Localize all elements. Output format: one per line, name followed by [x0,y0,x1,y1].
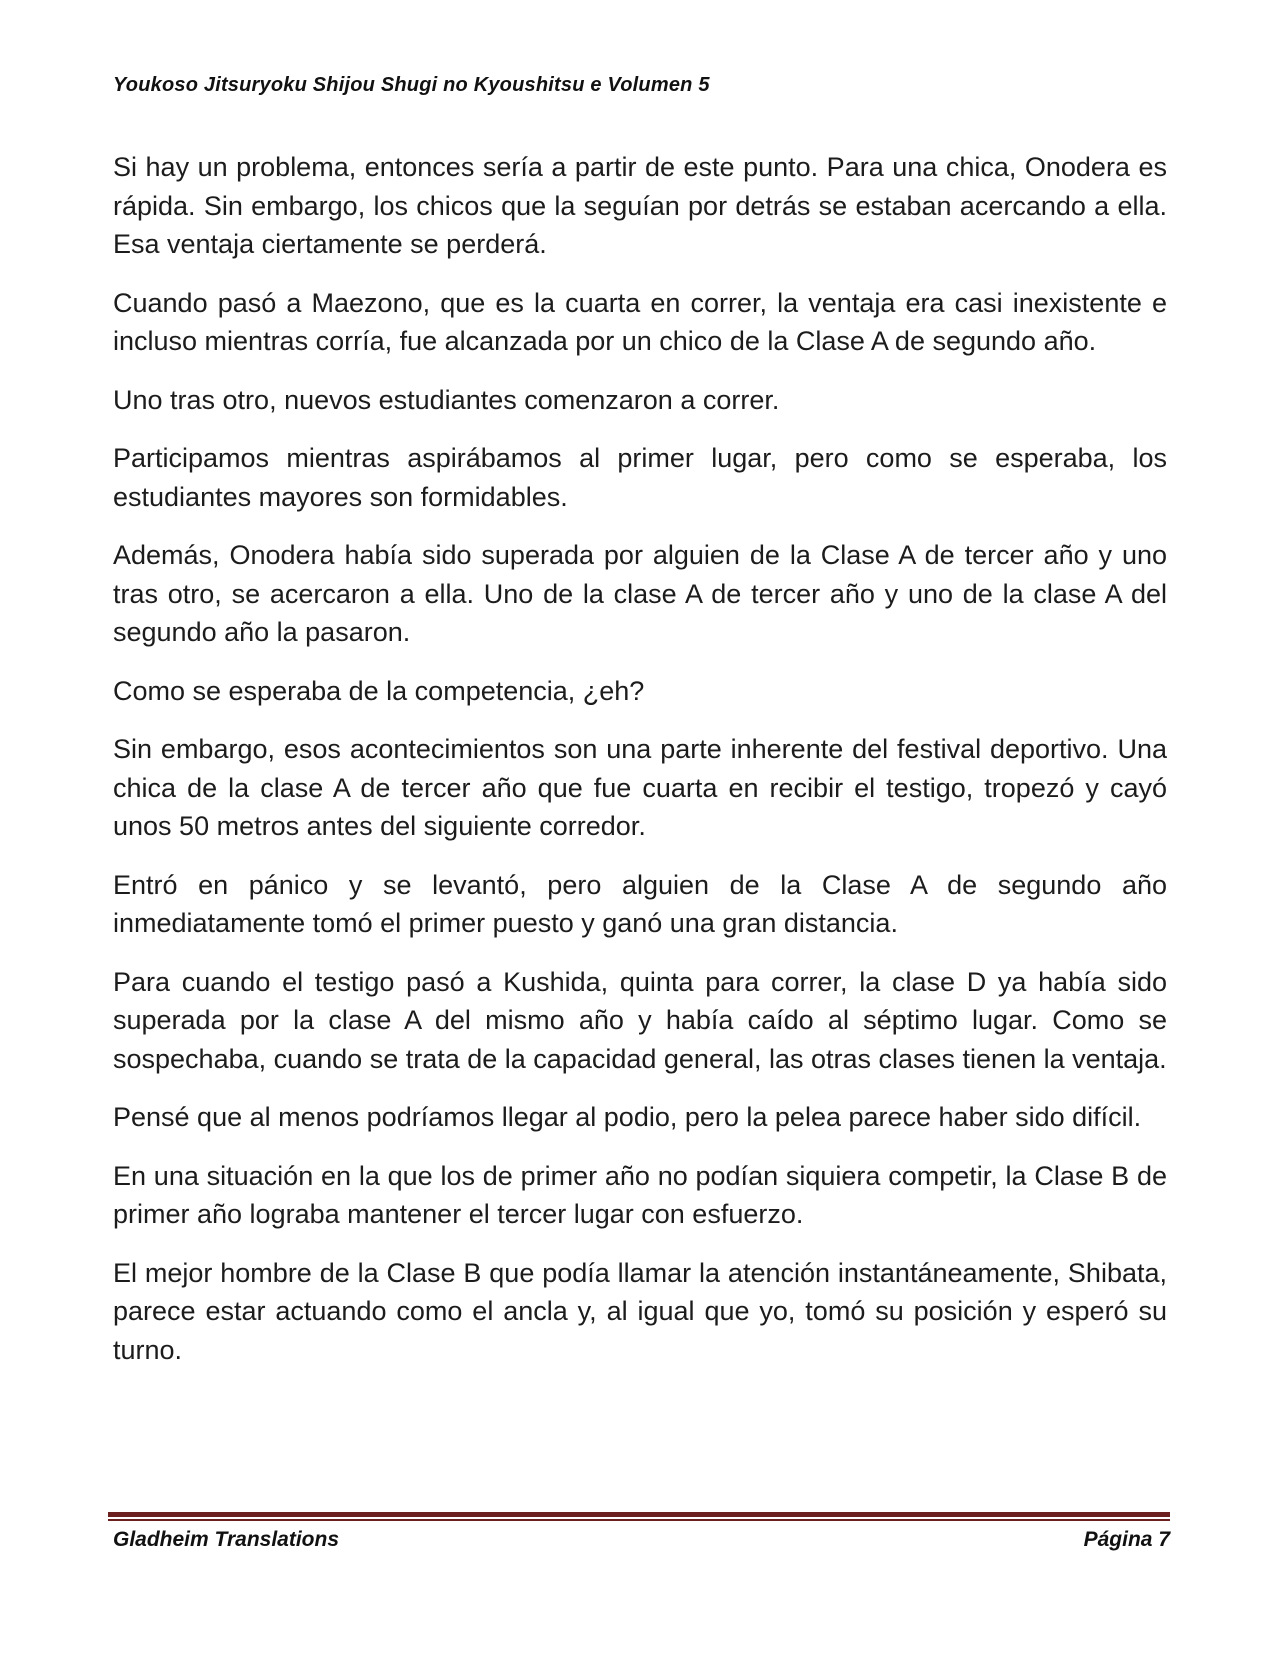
footer-publisher: Gladheim Translations [113,1528,340,1551]
paragraph: Sin embargo, esos acontecimientos son una parte inherente del festival deportivo. Una chica de la clase A de tercer año que fue cuarta en recibir el testigo, tropezó y cayó unos 50 metros antes del siguiente corredor. [113,734,1167,841]
paragraph: Para cuando el testigo pasó a Kushida, quinta para correr, la clase D ya había sido superada por la clase A del mismo año y había caído al séptimo lugar. Como se sospechaba, cuando se trata de la capacidad general, las otras clases tienen la ventaja. [113,966,1167,1074]
paragraph: Participamos mientras aspirábamos al primer lugar, pero como se esperaba, los estudiantes mayores son formidables. [113,443,1167,512]
paragraph: Como se esperaba de la competencia, ¿eh? [113,675,645,706]
paragraph: Si hay un problema, entonces sería a partir de este punto. Para una chica, Onodera es rápida. Sin embargo, los chicos que la seguían por detrás se estaban acercando a ella. Esa ventaja ciertamente se perderá. [113,152,1167,259]
footer-page-number: Página 7 [1083,1528,1170,1551]
footer-divider-thick [108,1512,1170,1517]
paragraph: El mejor hombre de la Clase B que podía llamar la atención instantáneamente, Shibata, parece estar actuando como el ancla y, al igual que yo, tomó su posición y esperó su turno. [113,1257,1167,1365]
paragraph: Además, Onodera había sido superada por alguien de la Clase A de tercer año y uno tras otro, se acercaron a ella. Uno de la clase A de tercer año y uno de la clase A del segundo año la pasaron. [113,540,1167,647]
paragraph: Entró en pánico y se levantó, pero alguien de la Clase A de segundo año inmediatamente tomó el primer puesto y ganó una gran distancia. [113,869,1167,938]
paragraph: En una situación en la que los de primer año no podían siquiera competir, la Clase B de primer año lograba mantener el tercer lugar con esfuerzo. [113,1160,1167,1229]
document-body [113,148,1167,1389]
paragraph: Cuando pasó a Maezono, que es la cuarta en correr, la ventaja era casi inexistente e incluso mientras corría, fue alcanzada por un chico de la Clase A de segundo año. [113,287,1167,356]
paragraph: Uno tras otro, nuevos estudiantes comenzaron a correr. [113,384,780,415]
page-header-title: Youkoso Jitsuryoku Shijou Shugi no Kyoushitsu e Volumen 5 [113,74,710,96]
footer-divider-thin [108,1519,1170,1521]
footer-divider [108,1512,1170,1521]
paragraph: Pensé que al menos podríamos llegar al podio, pero la pelea parece haber sido difícil. [113,1102,1142,1132]
